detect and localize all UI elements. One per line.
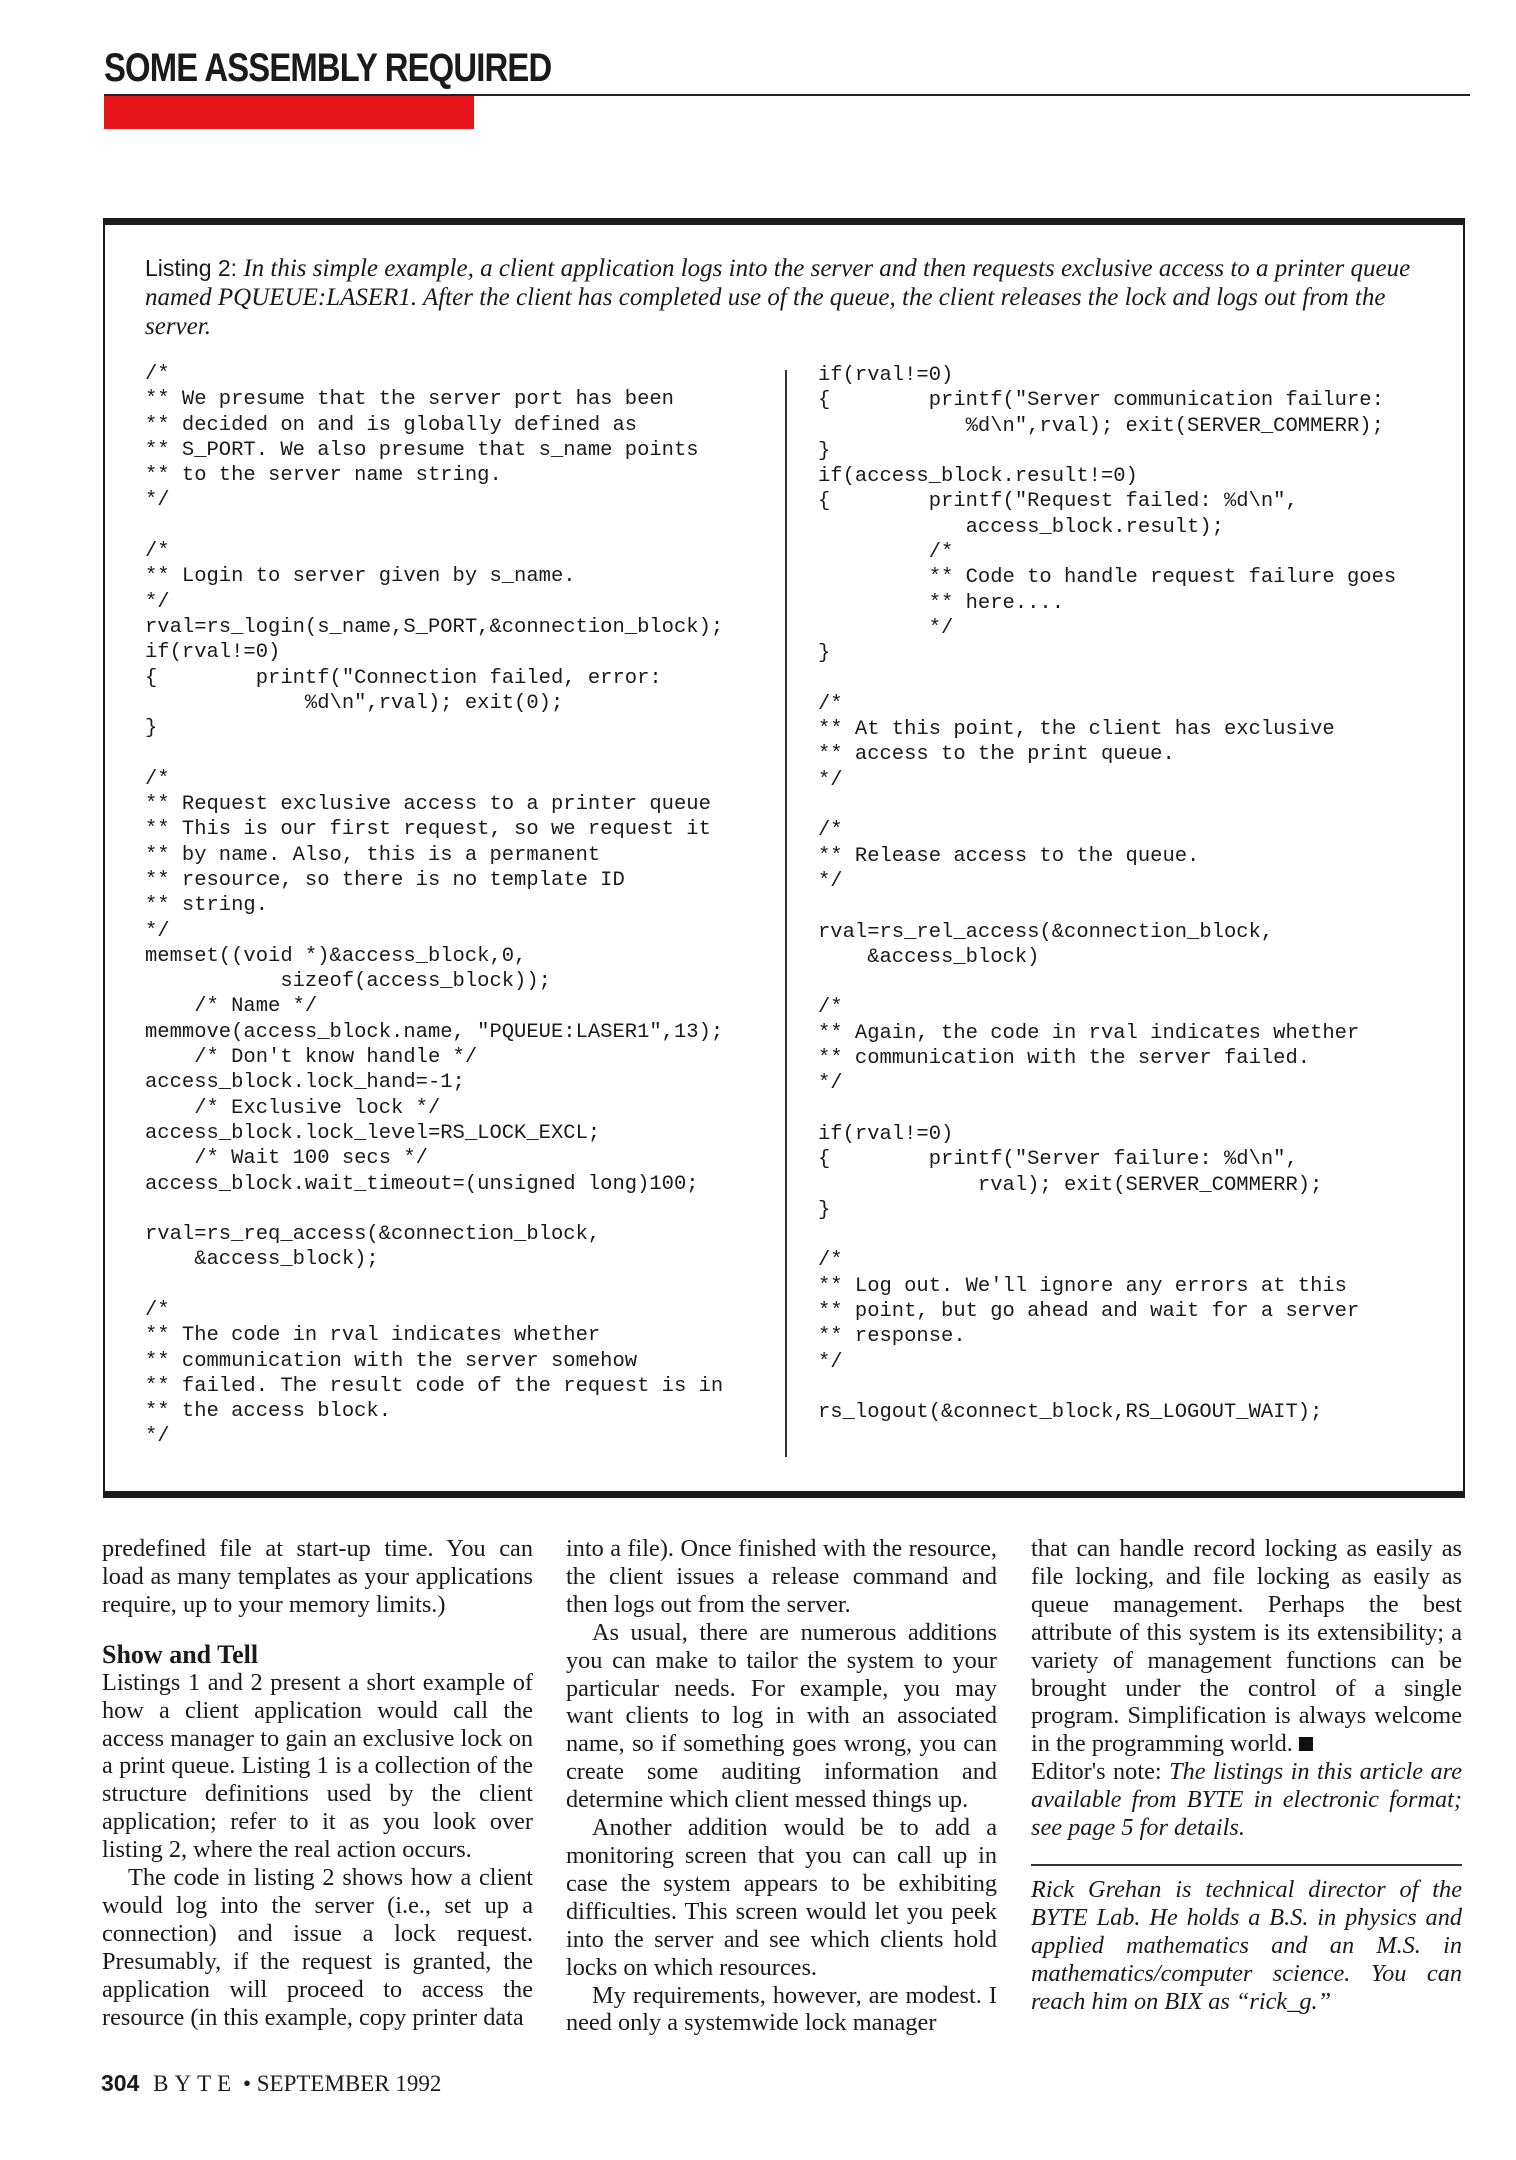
section-title: SOME ASSEMBLY REQUIRED [104,46,552,90]
magazine-name: BYTE [153,2071,238,2096]
article-column-2 [566,1535,997,2037]
paragraph: Another addition would be to add a monitoring screen that you can call up in case the system appears to be exhibiting difficulties. This screen would let you peek into the server and see which clients hold locks on which resources. [566,1814,997,1981]
article-column-3 [1031,1535,1462,2016]
editor-note [1031,1758,1462,1842]
paragraph: My requirements, however, are modest. I need only a systemwide lock manager [566,1981,997,2037]
paragraph: into a file). Once finished with the resource, the client issues a release command and then logs out from the server. [566,1535,997,1618]
article-column-1 [102,1535,533,2032]
header-accent-bar [104,96,474,129]
editor-note-label: Editor's note: [1031,1758,1162,1786]
page-number: 304 [101,2070,140,2096]
editor-note-text: The listings in this article are available from BYTE in electronic format; see page 5 for details. [1031,1758,1462,1842]
bio-rule [1031,1864,1462,1866]
listing-label: Listing 2: [145,255,238,281]
footer-separator: • [242,2071,251,2096]
issue-date: SEPTEMBER 1992 [256,2071,442,2096]
author-bio: Rick Grehan is technical director of the BYTE Lab. He holds a B.S. in physics and applied mathematics and an M.S. in mathematics/computer science. You can reach him on BIX as “rick_g.” [1031,1875,1462,2015]
subhead: Show and Tell [102,1639,259,1669]
paragraph: Listings 1 and 2 present a short example of how a client application would call the access manager to gain an exclusive lock on a print queue. Listing 1 is a collection of the structure definitions used by the client application; refer to it as you look over listing 2, where the real action occurs. [102,1668,533,1864]
closing-text: that can handle record locking as easily as file locking, and file locking as easily as queue management. Perhaps the best attribute of this system is its extensibility; a variety of management functions can be brought under the control of a single program. Simplification is always welcome in the programming world. [1031,1535,1462,1758]
code-column-divider [785,370,787,1457]
listing-code-left: /* ** We presume that the server port has been ** decided on and is globally defined as ** S_PORT. We also presume that s_name points ** to the server name string. */ /* ** Login to server given by s_name. */ rval=rs_login(s_name,S_PORT,&connection_block); if(rval!=0) { printf("Connection failed, error: %d\n",rval); exit(0); } /* ** Request exclusive access to a printer queue ** This is our first request, so we request it ** by name. Also, this is a permanent ** resource, so there is no template ID ** string. */ memset((void *)&access_block,0, sizeof(access_block)); /* Name */ memmove(access_block.name, "PQUEUE:LASER1",13); /* Don't know handle */ access_block.lock_hand=-1; /* Exclusive lock */ access_block.lock_level=RS_LOCK_EXCL; /* Wait 100 secs */ access_block.wait_timeout=(unsigned long)100; rval=rs_req_access(&connection_block, &access_block); /* ** The code in rval indicates whether ** communication with the server somehow ** failed. The result code of the request is in ** the access block. */ [145,363,724,1449]
listing-caption [145,254,1435,341]
paragraph: predefined file at start-up time. You can load as many templates as your applications require, up to your memory limits.) [102,1535,533,1618]
listing-caption-text: In this simple example, a client application logs into the server and then requests exclusive access to a printer queue named PQUEUE:LASER1. After the client has completed use of the queue, the client releases the lock and logs out from the server. [145,255,1411,340]
paragraph: The code in listing 2 shows how a client would log into the server (i.e., set up a connection) and issue a lock request. Presumably, if the request is granted, the application will proceed to access the resource (in this example, copy printer data [102,1864,533,2031]
listing-code-right: if(rval!=0) { printf("Server communication failure: %d\n",rval); exit(SERVER_COMMERR); } if(access_block.result!=0) { printf("Request failed: %d\n", access_block.result); /* ** Code to handle request failure goes ** here.... */ } /* ** At this point, the client has exclusive ** access to the print queue. */ /* ** Release access to the queue. */ rval=rs_rel_access(&connection_block, &access_block) /* ** Again, the code in rval indicates whether ** communication with the server failed. */ if(rval!=0) { printf("Server failure: %d\n", rval); exit(SERVER_COMMERR); } /* ** Log out. We'll ignore any errors at this ** point, but go ahead and wait for a server ** response. */ rs_logout(&connect_block,RS_LOGOUT_WAIT); [818,364,1397,1425]
paragraph: As usual, there are numerous additions you can make to tailor the system to your particular needs. For example, you may want clients to log in with an associated name, so if something goes wrong, you can create some auditing information and determine which client messed things up. [566,1618,997,1814]
end-mark-icon [1299,1737,1313,1751]
page-footer [101,2070,441,2097]
paragraph-closing [1031,1535,1462,1758]
